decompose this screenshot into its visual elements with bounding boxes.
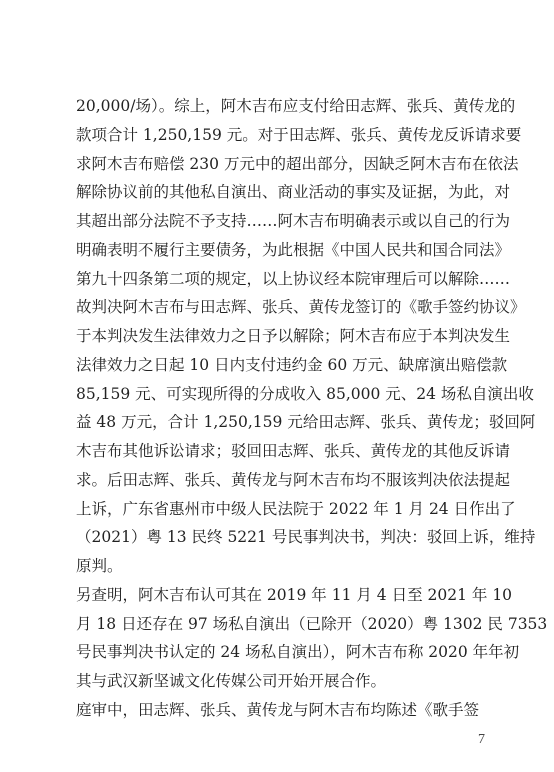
text-line: 上诉，广东省惠州市中级人民法院于 2022 年 1 月 24 日作出了 xyxy=(76,500,516,518)
text-line: （2021）粤 13 民终 5221 号民事判决书，判决：驳回上诉，维持 xyxy=(76,528,536,546)
text-line: 于本判决发生法律效力之日予以解除；阿木吉布应于本判决发生 xyxy=(76,327,511,345)
text-line: 法律效力之日起 10 日内支付违约金 60 万元、缺席演出赔偿款 xyxy=(76,356,508,374)
text-line: 庭审中，田志辉、张兵、黄传龙与阿木吉布均陈述《歌手签 xyxy=(76,701,480,719)
text-line: 号民事判决书认定的 24 场私自演出），阿木吉布称 2020 年年初 xyxy=(76,643,520,661)
text-line: 第九十四条第二项的规定，以上协议经本院审理后可以解除…… xyxy=(76,270,511,288)
text-line: 解除协议前的其他私自演出、商业活动的事实及证据，为此，对 xyxy=(76,183,511,201)
text-line: 20,000/场）。综上，阿木吉布应支付给田志辉、张兵、黄传龙的 xyxy=(76,97,516,115)
text-line: 原判。 xyxy=(76,557,123,575)
text-line: 求。后田志辉、张兵、黄传龙与阿木吉布均不服该判决依法提起 xyxy=(76,471,511,489)
text-line: 款项合计 1,250,159 元。对于田志辉、张兵、黄传龙反诉请求要 xyxy=(76,126,522,144)
text-line: 另查明，阿木吉布认可其在 2019 年 11 月 4 日至 2021 年 10 xyxy=(76,586,513,604)
text-line: 其超出部分法院不予支持……阿木吉布明确表示或以自己的行为 xyxy=(76,212,511,230)
page-number: 7 xyxy=(478,732,485,747)
text-line: 其与武汉新坚诚文化传媒公司开始开展合作。 xyxy=(76,672,387,690)
text-line: 85,159 元、可实现所得的分成收入 85,000 元、24 场私自演出收 xyxy=(76,385,534,403)
text-line: 月 18 日还存在 97 场私自演出（已除开（2020）粤 1302 民 7353 xyxy=(76,615,548,633)
text-line: 故判决阿木吉布与田志辉、张兵、黄传龙签订的《歌手签约协议》 xyxy=(76,298,526,316)
text-line: 明确表明不履行主要债务，为此根据《中国人民共和国合同法》 xyxy=(76,241,511,259)
text-line: 求阿木吉布赔偿 230 万元中的超出部分，因缺乏阿木吉布在依法 xyxy=(76,155,519,173)
text-line: 木吉布其他诉讼请求；驳回田志辉、张兵、黄传龙的其他反诉请 xyxy=(76,442,511,460)
text-line: 益 48 万元，合计 1,250,159 元给田志辉、张兵、黄传龙；驳回阿 xyxy=(76,413,536,431)
